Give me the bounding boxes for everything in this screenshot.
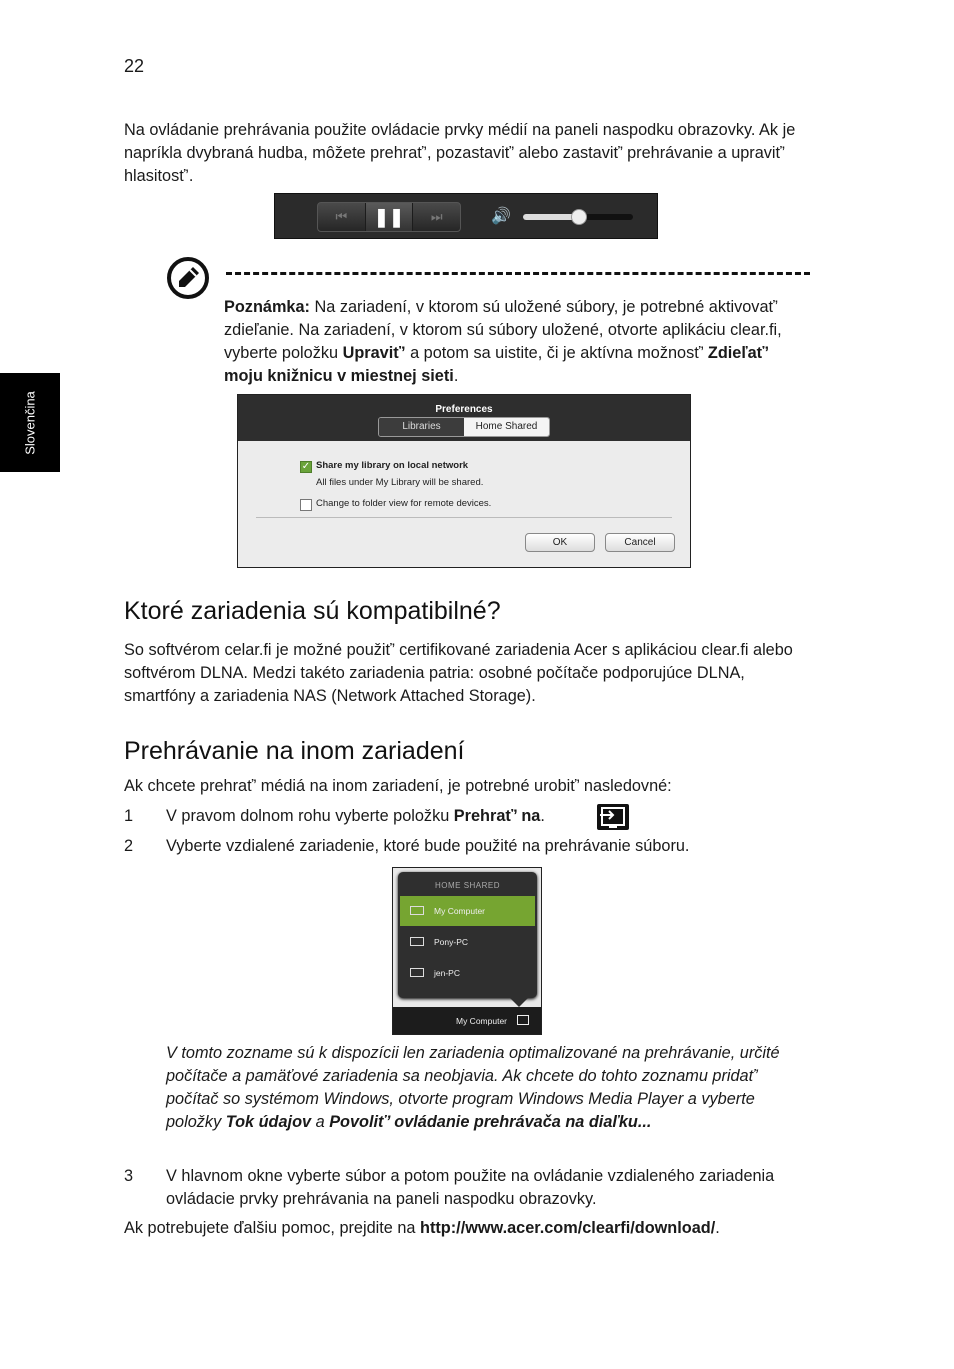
transport-controls xyxy=(317,202,461,232)
device-list-panel xyxy=(398,872,537,998)
note-icon xyxy=(166,256,210,300)
folder-view-label: Change to folder view for remote devices. xyxy=(316,498,492,509)
help-text: Ak potrebujete ďalšiu pomoc, prejdite na xyxy=(124,1219,421,1237)
intro-paragraph: Na ovládanie prehrávania použite ovládacie prvky médií na paneli naspodku obrazovky. Ak je napríkla dvybraná hudba, môžete prehrať’, pozastaviť’ alebo zastaviť’ prehrávanie a upraviť’ hlasitosť’. xyxy=(124,121,796,185)
share-library-label: Share my library on local network xyxy=(316,460,469,471)
preferences-title: Preferences xyxy=(435,404,493,415)
cancel-button[interactable]: Cancel xyxy=(605,533,675,552)
heading-play-to-device: Prehrávanie na inom zariadení xyxy=(124,737,465,765)
ok-button[interactable]: OK xyxy=(525,533,595,552)
preferences-header xyxy=(238,395,690,441)
tab-libraries[interactable]: Libraries xyxy=(379,418,464,436)
pause-icon[interactable]: ❚❚ xyxy=(366,203,414,231)
device-note-text-1: V tomto zozname sú k dispozícii len zariadenia optimalizované na prehrávanie, určité počítače a pamäťové zariadenia sa neobjavia. Ak chcete do tohto zoznamu pridať’ počítač so systémom Windows, otvorte program Windows Media Player a vyberte položky xyxy=(166,1044,780,1131)
language-side-tab xyxy=(0,373,60,472)
help-link[interactable]: http://www.acer.com/clearfi/download/ xyxy=(420,1219,716,1237)
device-item-jen-pc[interactable] xyxy=(400,958,535,988)
device-label: jen-PC xyxy=(434,968,460,978)
tab-home-shared[interactable]: Home Shared xyxy=(464,418,549,436)
step-1-text xyxy=(166,805,545,828)
step-3-text: V hlavnom okne vyberte súbor a potom použite na ovládanie vzdialeného zariadenia ovládacie prvky prehrávania na paneli naspodku obrazovky. xyxy=(166,1167,775,1208)
home-shared-popup xyxy=(392,867,542,1035)
step-2-text: Vyberte vzdialené zariadenie, ktoré bude použité na prehrávanie súboru. xyxy=(166,837,690,855)
help-paragraph xyxy=(124,1217,720,1240)
next-icon[interactable]: ⏭ xyxy=(430,209,443,224)
volume-knob[interactable] xyxy=(571,209,587,225)
preferences-divider xyxy=(256,517,672,518)
preferences-dialog xyxy=(237,394,691,568)
step-1-end: . xyxy=(540,807,545,825)
play-to-footer-label: My Computer xyxy=(455,1016,507,1026)
play-to-footer xyxy=(393,1007,541,1034)
note-paragraph xyxy=(224,296,810,388)
help-end: . xyxy=(715,1219,720,1237)
device-item-pony-pc[interactable] xyxy=(400,927,535,957)
page-number: 22 xyxy=(124,56,145,76)
step-1-number: 1 xyxy=(124,807,134,825)
device-note-bold-1: Tok údajov xyxy=(225,1113,312,1131)
media-bar-screenshot xyxy=(274,193,658,239)
volume-fill xyxy=(523,214,578,220)
compatible-devices-paragraph: So softvérom celar.fi je možné použiť’ certifikované zariadenia Acer s aplikáciou clear.fi alebo softvérom DLNA. Medzi takéto zariadenia patria: osobné počítače podporujúce DLNA, smartfóny a zariadenia NAS (Network Attached Storage). xyxy=(124,641,793,705)
play-to-icon xyxy=(597,804,629,830)
note-text-3: . xyxy=(453,367,459,385)
popup-pointer xyxy=(510,998,528,1007)
note-text-1: Na zariadení, v ktorom sú uložené súbory, je potrebné aktivovať’ zdieľanie. Na zariadení, v ktorom sú súbory uložené, otvorte aplikáciu clear.fi, vyberte položku xyxy=(224,298,782,362)
device-label: Pony-PC xyxy=(434,937,469,947)
device-note-text-2: a xyxy=(311,1113,330,1131)
device-list-title: HOME SHARED xyxy=(434,881,501,890)
note-text-2: a potom sa uistite, či je aktívna možnosť’ xyxy=(405,344,708,362)
step-1-label: V pravom dolnom rohu vyberte položku xyxy=(166,807,454,825)
heading-compatible-devices: Ktoré zariadenia sú kompatibilné? xyxy=(124,597,501,625)
preferences-tabs xyxy=(378,417,550,437)
step-1-bold: Prehrať’ na xyxy=(453,807,541,825)
step-3-number: 3 xyxy=(124,1167,134,1185)
monitor-icon xyxy=(410,968,424,977)
note-bold-1: Upraviť’ xyxy=(342,344,406,362)
share-library-checkbox[interactable]: ✓ xyxy=(301,461,311,472)
device-item-my-computer[interactable] xyxy=(400,896,535,926)
share-library-sublabel: All files under My Library will be shared. xyxy=(316,477,484,488)
volume-slider[interactable] xyxy=(523,214,633,220)
play-to-lead: Ak chcete prehrať’ médiá na inom zariadení, je potrebné urobiť’ nasledovné: xyxy=(124,777,672,795)
play-to-icon[interactable] xyxy=(517,1015,529,1025)
previous-icon[interactable]: ⏮ xyxy=(318,203,366,231)
device-list-note xyxy=(166,1042,811,1134)
note-bold-2: Zdieľať’ moju knižnicu v miestnej sieti xyxy=(224,344,769,385)
device-label: My Computer xyxy=(434,906,486,916)
monitor-icon xyxy=(410,906,424,915)
note-label: Poznámka: xyxy=(224,298,310,316)
device-note-bold-2: Povoliť’ ovládanie prehrávača na diaľku... xyxy=(329,1113,652,1131)
volume-icon[interactable]: 🔊 xyxy=(491,208,511,225)
note-divider xyxy=(226,272,810,275)
step-2-number: 2 xyxy=(124,837,134,855)
language-label: Slovenčina xyxy=(22,391,38,455)
monitor-icon xyxy=(410,937,424,946)
folder-view-checkbox[interactable] xyxy=(300,499,312,511)
